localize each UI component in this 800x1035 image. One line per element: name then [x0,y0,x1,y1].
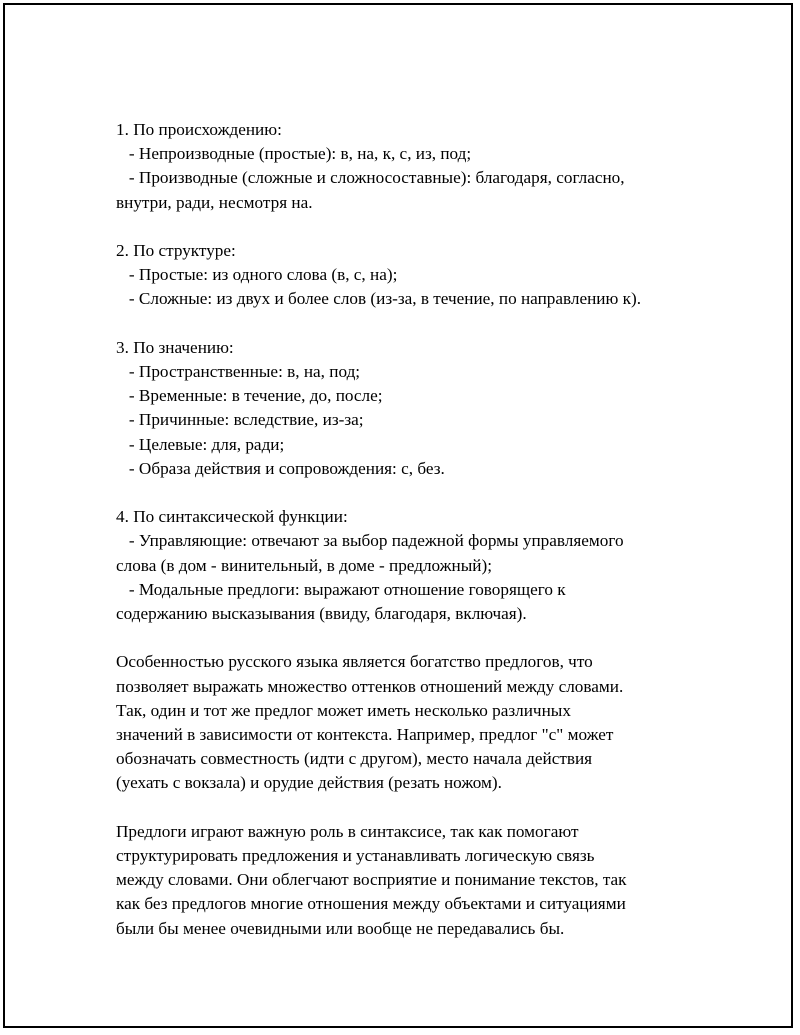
paragraph-line: Предлоги играют важную роль в синтаксисе, так как помогают [116,821,579,841]
list-item: - Сложные: из двух и более слов (из-за, в течение, по направлению к). [116,289,641,309]
section-heading: 2. По структуре: [116,241,236,260]
list-item: - Целевые: для, ради; [116,434,285,454]
paragraph-line: значений в зависимости от контекста. Например, предлог "с" может [116,725,614,745]
list-item: - Причинные: вследствие, из-за; [116,410,364,430]
list-item: - Управляющие: отвечают за выбор падежной формы управляемого [116,531,624,551]
list-item: - Непроизводные (простые): в, на, к, с, из, под; [116,144,472,164]
section-meaning [116,336,706,481]
section-origin [116,118,706,215]
list-item-continuation: внутри, ради, несмотря на. [116,192,313,212]
paragraph-line: Особенностью русского языка является богатство предлогов, что [116,652,593,672]
paragraph-line: между словами. Они облегчают восприятие и понимание текстов, так [116,870,627,890]
paragraph-line: (уехать с вокзала) и орудие действия (резать ножом). [116,773,502,793]
list-item: - Простые: из одного слова (в, с, на); [116,265,398,285]
list-item: - Образа действия и сопровождения: с, без. [116,458,445,478]
paragraph-syntax-role [116,820,706,941]
list-item-continuation: содержанию высказывания (ввиду, благодаря, включая). [116,604,527,624]
paragraph-line: как без предлогов многие отношения между объектами и ситуациями [116,894,626,914]
paragraph-line: структурировать предложения и устанавливать логическую связь [116,846,595,866]
section-heading: 4. По синтаксической функции: [116,507,348,527]
paragraph-line: позволяет выражать множество оттенков отношений между словами. [116,676,624,696]
paragraph-russian-features [116,650,706,795]
section-syntactic-function [116,505,706,626]
list-item: - Производные (сложные и сложносоставные): благодаря, согласно, [116,168,625,188]
section-structure [116,239,706,312]
list-item: - Модальные предлоги: выражают отношение говорящего к [116,579,566,599]
list-item: - Временные: в течение, до, после; [116,386,383,406]
paragraph-line: Так, один и тот же предлог может иметь несколько различных [116,700,571,720]
section-heading: 1. По происхождению: [116,120,282,139]
list-item-continuation: слова (в дом - винительный, в доме - предложный); [116,555,493,575]
list-item: - Пространственные: в, на, под; [116,362,361,381]
paragraph-line: обозначать совместность (идти с другом), место начала действия [116,749,593,769]
paragraph-line: были бы менее очевидными или вообще не передавались бы. [116,918,565,938]
document-body [116,118,706,941]
section-heading: 3. По значению: [116,337,234,357]
